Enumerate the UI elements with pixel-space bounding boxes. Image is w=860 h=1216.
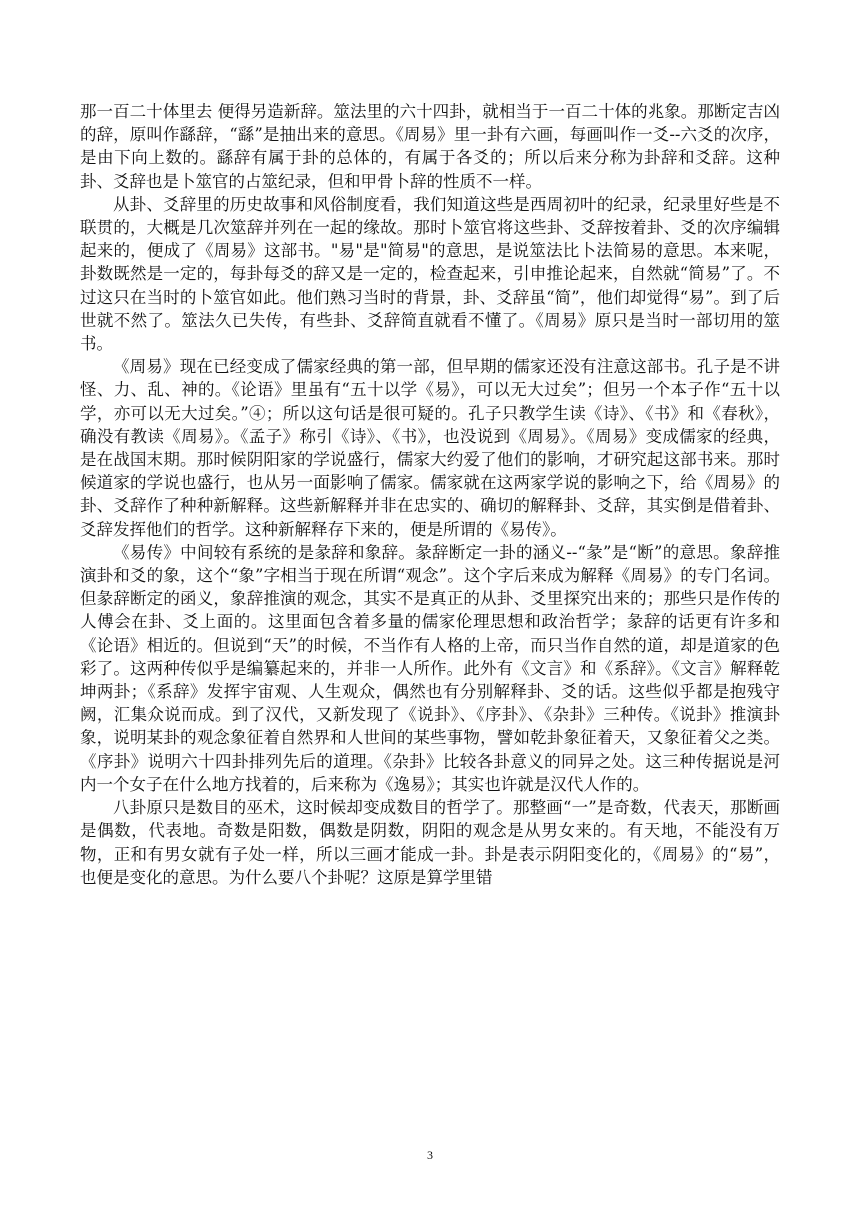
paragraph-2: 从卦、爻辞里的历史故事和风俗制度看，我们知道这些是西周初叶的纪录，纪录里好些是不联贯的，大概是几次筮辞并列在一起的缘故。那时卜筮官将这些卦、爻辞按着卦、爻的次序编辑起来的，便成了《周易》这部书。"易"是"简易"的意思，是说筮法比卜法简易的意思。本来呢，卦数既然是一定的，每卦每爻的辞又是一定的，检查起来，引申推论起来，自然就“简易”了。不过这只在当时的卜筮官如此。他们熟习当时的背景，卦、爻辞虽“简”，他们却觉得“易”。到了后世就不然了。筮法久已失传，有些卦、爻辞简直就看不懂了。《周易》原只是当时一部切用的筮书。 — [80, 194, 780, 354]
paragraph-5: 八卦原只是数目的巫术，这时候却变成数目的哲学了。那整画“一”是奇数，代表天，那断画是偶数，代表地。奇数是阳数，偶数是阴数，阴阳的观念是从男女来的。有天地，不能没有万物，正和有男女就有子处一样，所以三画才能成一卦。卦是表示阴阳变化的，《周易》的“易”，也便是变化的意思。为什么要八个卦呢？这原是算学里错 — [80, 798, 780, 887]
paragraph-1: 那一百二十体里去 便得另造新辞。筮法里的六十四卦，就相当于一百二十体的兆象。那断定吉凶的辞，原叫作繇辞，“繇”是抽出来的意思。《周易》里一卦有六画，每画叫作一爻--六爻的次序，是由下向上数的。繇辞有属于卦的总体的，有属于各爻的；所以后来分称为卦辞和爻辞。这种卦、爻辞也是卜筮官的占筮纪录，但和甲骨卜辞的性质不一样。 — [80, 102, 780, 191]
body-text — [80, 100, 780, 889]
page-number: 3 — [427, 1148, 433, 1162]
paragraph-3: 《周易》现在已经变成了儒家经典的第一部，但早期的儒家还没有注意这部书。孔子是不讲怪、力、乱、神的。《论语》里虽有“五十以学《易》，可以无大过矣”；但另一个本子作“五十以学，亦可以无大过矣。”④；所以这句话是很可疑的。孔子只教学生读《诗》、《书》和《春秋》，确没有教读《周易》。《孟子》称引《诗》、《书》，也没说到《周易》。《周易》变成儒家的经典，是在战国末期。那时候阴阳家的学说盛行，儒家大约爱了他们的影响，才研究起这部书来。那时候道家的学说也盛行，也从另一面影响了儒家。儒家就在这两家学说的影响之下，给《周易》的卦、爻辞作了种种新解释。这些新解释并非在忠实的、确切的解释卦、爻辞，其实倒是借着卦、爻辞发挥他们的哲学。这种新解释存下来的，便是所谓的《易传》。 — [80, 357, 780, 539]
paragraph-4: 《易传》中间较有系统的是彖辞和象辞。彖辞断定一卦的涵义--“彖”是“断”的意思。象辞推演卦和爻的象，这个“象”字相当于现在所谓“观念”。这个字后来成为解释《周易》的专门名词。但彖辞断定的函义，象辞推演的观念，其实不是真正的从卦、爻里探究出来的；那些只是作传的人傅会在卦、爻上面的。这里面包含着多量的儒家伦理思想和政治哲学；彖辞的话更有许多和《论语》相近的。但说到“天”的时候，不当作有人格的上帝，而只当作自然的道，却是道家的色彩了。这两种传似乎是编纂起来的，并非一人所作。此外有《文言》和《系辞》。《文言》解释乾坤两卦；《系辞》发挥宇宙观、人生观众，偶然也有分别解释卦、爻的话。这些似乎都是抱残守阙，汇集众说而成。到了汉代，又新发现了《说卦》、《序卦》、《杂卦》三种传。《说卦》推演卦象，说明某卦的观念象征着自然界和人世间的某些事物，譬如乾卦象征着天，又象征着父之类。《序卦》说明六十四卦排列先后的道理。《杂卦》比较各卦意义的同异之处。这三种传据说是河内一个女子在什么地方找着的，后来称为《逸易》；其实也许就是汉代人作的。 — [80, 542, 780, 794]
